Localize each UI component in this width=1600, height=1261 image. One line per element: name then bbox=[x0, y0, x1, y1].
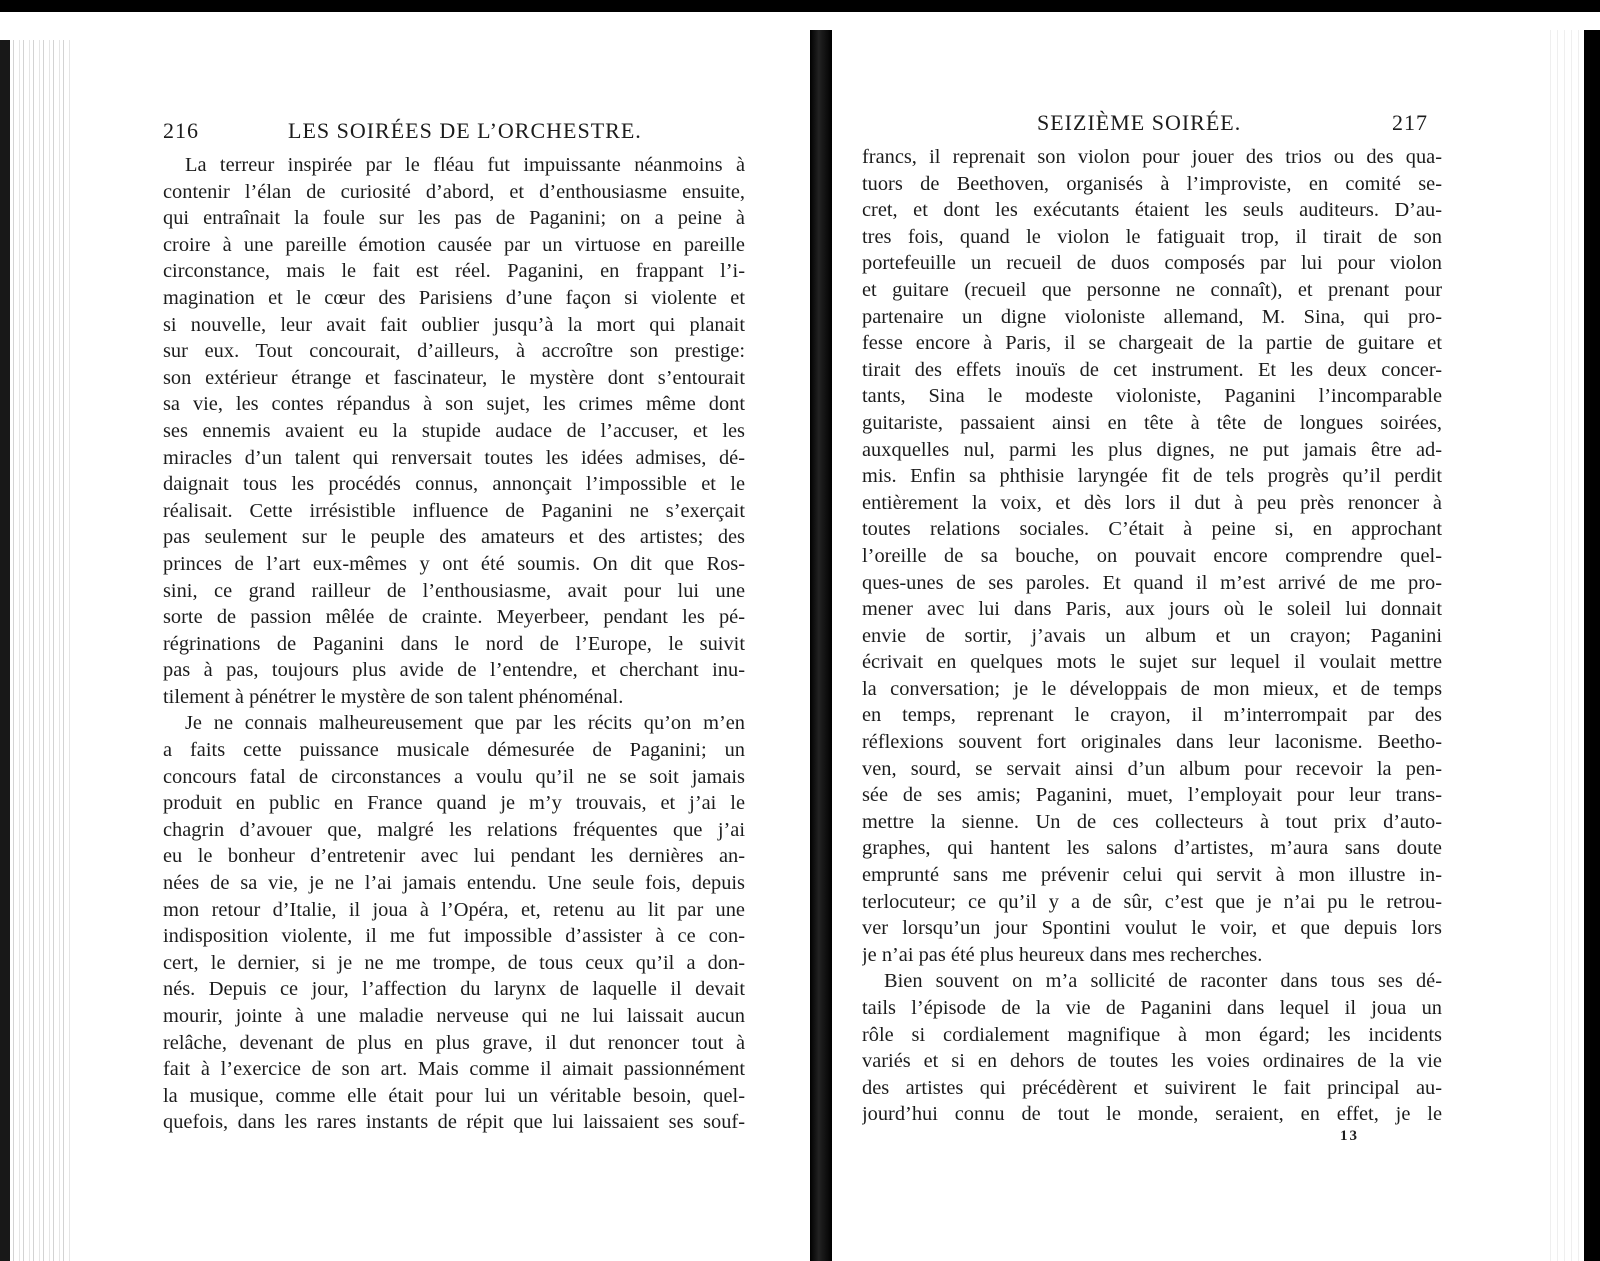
running-title: SEIZIÈME SOIRÉE. bbox=[1037, 110, 1242, 135]
signature-mark: 13 bbox=[1340, 1127, 1359, 1144]
text-line: relâche, devenant de plus en plus grave, il dut renoncer tout à bbox=[163, 1031, 745, 1054]
text-line: en temps, reprenant le crayon, il m’interrompait par des bbox=[862, 704, 1442, 727]
text-line: auxquelles nul, parmi les plus dignes, ne put jamais être ad- bbox=[862, 438, 1442, 461]
text-line: sa vie, les contes répandus à son sujet, les crimes même dont bbox=[163, 393, 745, 416]
page-number: 217 bbox=[1392, 110, 1428, 135]
left-page bbox=[163, 118, 745, 1136]
text-line: la conversation; je le développais de mon mieux, et de temps bbox=[862, 677, 1442, 700]
text-line: ses ennemis avaient eu la stupide audace de l’accuser, et les bbox=[163, 419, 745, 442]
text-line: La terreur inspirée par le fléau fut impuissante néanmoins à bbox=[185, 154, 745, 176]
text-line: régrinations de Paganini dans le nord de l’Europe, le suivit bbox=[163, 632, 745, 655]
text-line: chagrin d’avouer que, malgré les relations fréquentes que j’ai bbox=[163, 818, 745, 841]
text-line: l’oreille de sa bouche, on pouvait encore comprendre quel- bbox=[862, 544, 1442, 567]
text-line: tirait des effets inouïs de cet instrument. Et les deux concer- bbox=[862, 358, 1442, 381]
text-line: variés et si en dehors de toutes les voies ordinaires de la vie bbox=[862, 1050, 1442, 1073]
text-line: tilement à pénétrer le mystère de son talent phénoménal. bbox=[163, 685, 624, 708]
text-line: qui entraînait la foule sur les pas de Paganini; on a peine à bbox=[163, 207, 745, 230]
text-line: daignait tous les procédés connus, annonçait l’impossible et le bbox=[163, 473, 745, 496]
text-line: réalisait. Cette irrésistible influence de Paganini ne s’exerçait bbox=[163, 499, 745, 522]
running-title: LES SOIRÉES DE L’ORCHESTRE. bbox=[288, 118, 642, 143]
text-line: pas à pas, toujours plus avide de l’entendre, et cherchant inu- bbox=[163, 659, 745, 682]
text-line: indisposition violente, il me fut impossible d’assister à ce con- bbox=[163, 925, 745, 948]
text-line: jourd’hui connu de tout le monde, seraient, en effet, je le bbox=[862, 1103, 1442, 1126]
right-page-body bbox=[862, 144, 1442, 1128]
text-line: sur eux. Tout concourait, d’ailleurs, à accroître son prestige: bbox=[163, 340, 745, 363]
left-page-edge bbox=[0, 40, 70, 1261]
text-line: pas seulement sur le peuple des amateurs et des artistes; des bbox=[163, 526, 745, 549]
text-line: entièrement la voix, et dès lors il dut à peu près renoncer à bbox=[862, 491, 1442, 514]
text-line: rôle si cordialement magnifique à mon égard; les incidents bbox=[862, 1023, 1442, 1046]
text-line: et guitare (recueil que personne ne connaît), et prenant pour bbox=[862, 278, 1442, 301]
text-line: ques-unes de ses paroles. Et quand il m’est arrivé de me pro- bbox=[862, 571, 1442, 594]
text-line: quefois, dans les rares instants de répit que lui laissaient ses souf- bbox=[163, 1111, 745, 1134]
text-line: mourir, jointe à une maladie nerveuse qui ne lui laissait aucun bbox=[163, 1005, 745, 1027]
text-line: tres fois, quand le violon le fatiguait trop, il tirait de son bbox=[862, 225, 1442, 248]
book-spine-gutter bbox=[810, 30, 832, 1261]
text-line: ven, sourd, se servait ainsi d’un album pour recevoir la pen- bbox=[862, 757, 1442, 780]
text-line: princes de l’art eux-mêmes y ont été soumis. On dit que Ros- bbox=[163, 552, 745, 575]
text-line: envie de sortir, j’avais un album et un crayon; Paganini bbox=[862, 624, 1442, 647]
text-line: nés. Depuis ce jour, l’affection du larynx de laquelle il devait bbox=[163, 978, 745, 1001]
text-line: miracles d’un talent qui renversait toutes les idées admises, dé- bbox=[163, 446, 745, 469]
text-line: a faits cette puissance musicale démesurée de Paganini; un bbox=[163, 739, 745, 762]
text-line: francs, il reprenait son violon pour jouer des trios ou des qua- bbox=[862, 146, 1442, 168]
text-line: la musique, comme elle était pour lui un véritable besoin, quel- bbox=[163, 1084, 745, 1107]
text-line: tails l’épisode de la vie de Paganini dans lequel il joua un bbox=[862, 997, 1442, 1019]
text-line: réflexions souvent fort originales dans leur laconisme. Beetho- bbox=[862, 731, 1442, 754]
right-page-header bbox=[862, 110, 1442, 144]
text-line: mener avec lui dans Paris, aux jours où le soleil lui donnait bbox=[862, 598, 1442, 621]
text-line: circonstance, mais le fait est réel. Paganini, en frappant l’i- bbox=[163, 260, 745, 283]
text-line: sorte de passion mêlée de crainte. Meyerbeer, pendant les pé- bbox=[163, 606, 745, 629]
text-line: toutes relations sociales. C’était à peine si, en approchant bbox=[862, 518, 1442, 541]
text-line: sée de ses amis; Paganini, muet, l’employait pour leur trans- bbox=[862, 784, 1442, 807]
text-line: eu le bonheur d’entretenir avec lui pendant les dernières an- bbox=[163, 845, 745, 868]
text-line: écrivait en quelques mots le sujet sur lequel il voulait mettre bbox=[862, 651, 1442, 674]
text-line: je n’ai pas été plus heureux dans mes recherches. bbox=[862, 943, 1263, 966]
text-line: son extérieur étrange et fascinateur, le mystère dont s’entourait bbox=[163, 366, 745, 389]
text-line: produit en public en France quand je m’y trouvais, et j’ai le bbox=[163, 792, 745, 815]
right-page bbox=[862, 110, 1442, 1144]
text-line: tants, Sina le modeste violoniste, Paganini l’incomparable bbox=[862, 385, 1442, 408]
text-line: portefeuille un recueil de duos composés par lui pour violon bbox=[862, 252, 1442, 275]
text-line: Je ne connais malheureusement que par les récits qu’on m’en bbox=[185, 712, 745, 735]
text-line: concours fatal de circonstances a voulu qu’il ne se soit jamais bbox=[163, 765, 745, 788]
text-line: fait à l’exercice de son art. Mais comme il aimait passionnément bbox=[163, 1058, 745, 1081]
text-line: si nouvelle, leur avait fait oublier jusqu’à la mort qui planait bbox=[163, 313, 745, 336]
text-line: sini, ce grand railleur de l’enthousiasme, avait pour lui une bbox=[163, 579, 745, 602]
text-line: mon retour d’Italie, il joua à l’Opéra, et, retenu au lit par une bbox=[163, 898, 745, 921]
text-line: graphes, qui hantent les salons d’artistes, m’aura sans doute bbox=[862, 837, 1442, 860]
left-page-header bbox=[163, 118, 745, 152]
text-line: cret, et dont les exécutants étaient les seuls auditeurs. D’au- bbox=[862, 199, 1442, 222]
text-line: croire à une pareille émotion causée par un virtuose en pareille bbox=[163, 233, 745, 256]
text-line: tuors de Beethoven, organisés à l’improviste, en comité se- bbox=[862, 172, 1442, 195]
left-page-body bbox=[163, 152, 745, 1136]
text-line: emprunté sans me prévenir celui qui servit à mon illustre in- bbox=[862, 864, 1442, 887]
text-line: des artistes qui précédèrent et suivirent le fait principal au- bbox=[862, 1076, 1442, 1099]
text-line: mettre la sienne. Un de ces collecteurs à tout prix d’auto- bbox=[862, 810, 1442, 833]
text-line: ver lorsqu’un jour Spontini voulut le voir, et que depuis lors bbox=[862, 917, 1442, 940]
text-line: fesse encore à Paris, il se chargeait de la partie de guitare et bbox=[862, 332, 1442, 355]
text-line: nées de sa vie, je ne l’ai jamais entendu. Une seule fois, depuis bbox=[163, 872, 745, 895]
text-line: partenaire un digne violoniste allemand, M. Sina, qui pro- bbox=[862, 305, 1442, 328]
text-line: terlocuteur; ce qu’il y a de sûr, c’est que je n’ai pu le retrou- bbox=[862, 890, 1442, 913]
scan-top-border bbox=[0, 0, 1600, 12]
text-line: magination et le cœur des Parisiens d’une façon si violente et bbox=[163, 286, 745, 309]
text-line: Bien souvent on m’a sollicité de raconter dans tous ses dé- bbox=[884, 970, 1442, 993]
text-line: guitariste, passaient ainsi en tête à tête de longues soirées, bbox=[862, 411, 1442, 434]
text-line: cert, le dernier, si je ne me trompe, de tous ceux qu’il a don- bbox=[163, 951, 745, 974]
page-number: 216 bbox=[163, 118, 199, 143]
text-line: contenir l’élan de curiosité d’abord, et d’enthousiasme ensuite, bbox=[163, 180, 745, 203]
text-line: mis. Enfin sa phthisie laryngée fit de tels progrès qu’il perdit bbox=[862, 465, 1442, 488]
right-page-edge bbox=[1584, 30, 1600, 1261]
